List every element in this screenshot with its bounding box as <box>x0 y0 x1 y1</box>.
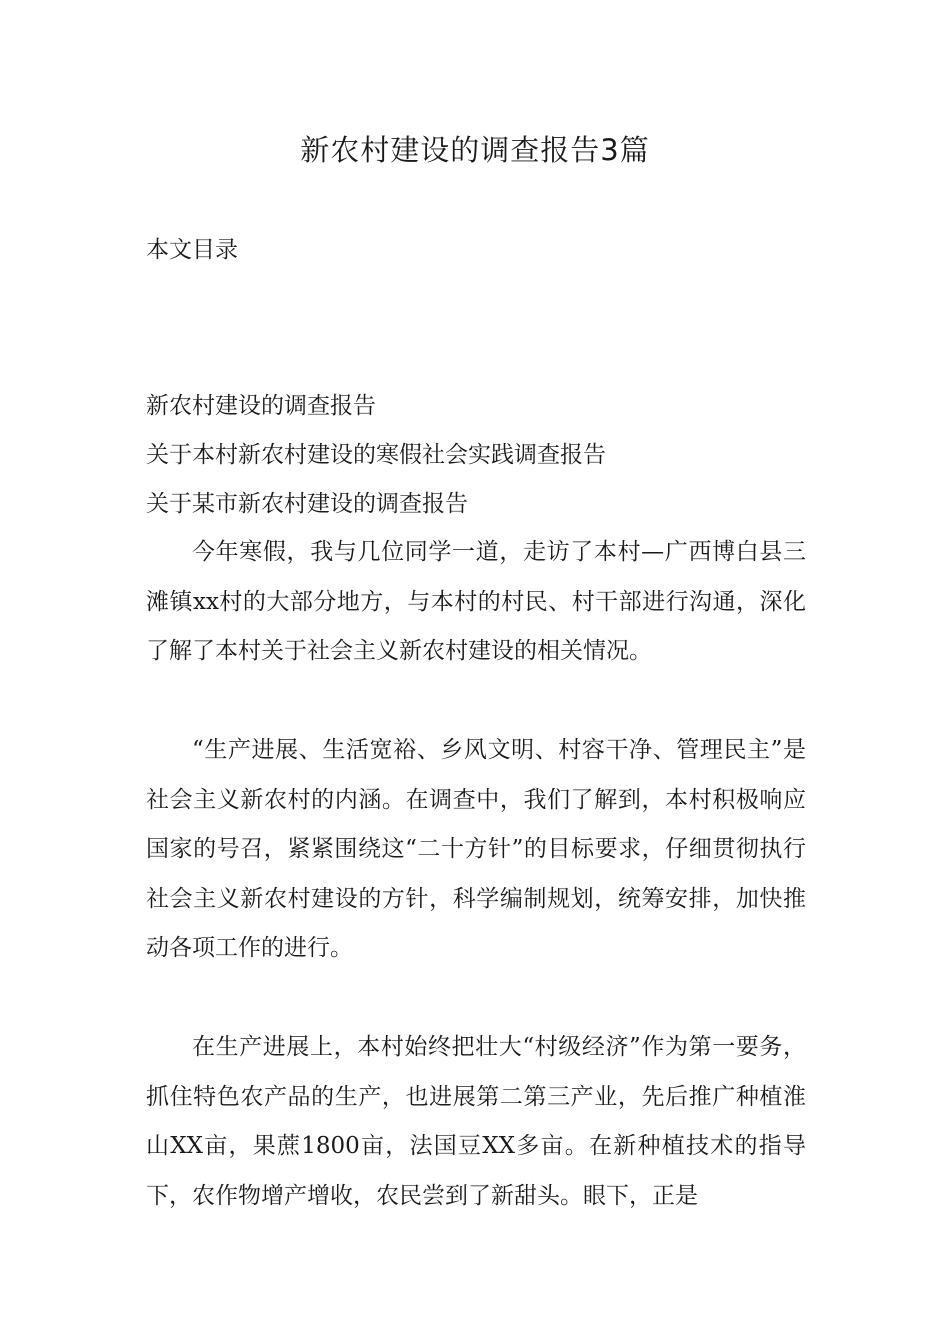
body-paragraph-3: 在生产进展上，本村始终把壮大“村级经济”作为第一要务，抓住特色农产品的生产，也进展第二第三产业，先后推广种植淮山XX亩，果蔗1800亩，法国豆XX多亩。在新种植技术的指导下，农作物增产增收，农民尝到了新甜头。眼下，正是 <box>146 1034 806 1209</box>
toc-item-1[interactable]: 新农村建设的调查报告 <box>146 393 376 419</box>
document-title: 新农村建设的调查报告3篇 <box>300 133 650 167</box>
toc-heading: 本文目录 <box>146 237 238 263</box>
toc-item-2[interactable]: 关于本村新农村建设的寒假社会实践调查报告 <box>146 442 606 468</box>
toc-item-3[interactable]: 关于某市新农村建设的调查报告 <box>146 491 468 517</box>
body-paragraph-1: 今年寒假，我与几位同学一道，走访了本村—广西博白县三滩镇xx村的大部分地方，与本村的村民、村干部进行沟通，深化了解了本村关于社会主义新农村建设的相关情况。 <box>146 539 806 664</box>
body-paragraph-2: “生产进展、生活宽裕、乡风文明、村容干净、管理民主”是社会主义新农村的内涵。在调查中，我们了解到，本村积极响应国家的号召，紧紧围绕这“二十方针”的目标要求，仔细贯彻执行社会主义新农村建设的方针，科学编制规划，统筹安排，加快推动各项工作的进行。 <box>146 737 806 961</box>
toc-list <box>146 382 606 529</box>
